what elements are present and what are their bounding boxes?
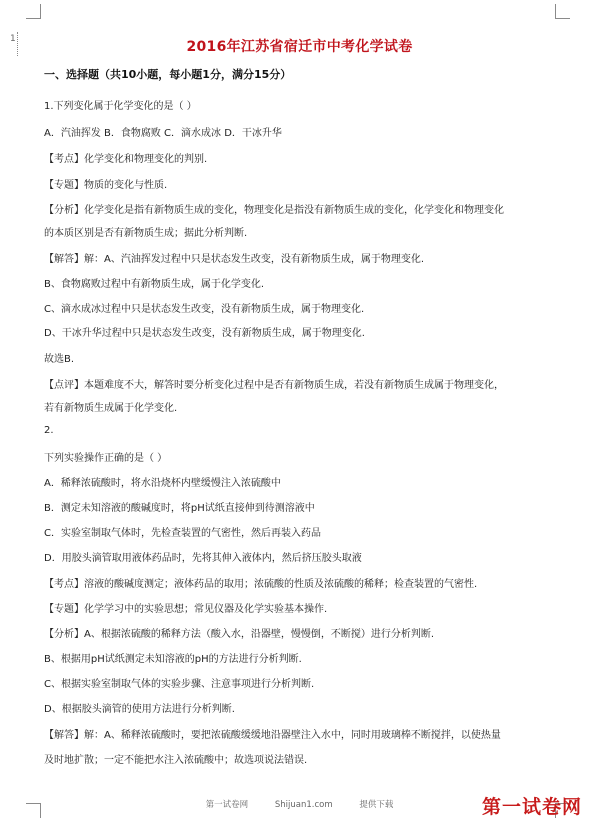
text-line: A．稀释浓硫酸时，将水沿烧杯内壁缓慢注入浓硫酸中	[44, 478, 281, 489]
page-corner-mark	[26, 4, 41, 19]
text-line: 【考点】化学变化和物理变化的判别.	[44, 154, 208, 165]
text-line: 故选B.	[44, 354, 75, 365]
text-line: 的本质区别是否有新物质生成；据此分析判断.	[44, 228, 248, 239]
text-line: 【分析】A、根据浓硫酸的稀释方法（酸入水，沿器壁，慢慢倒，不断搅）进行分析判断.	[44, 629, 435, 640]
text-line: 【专题】物质的变化与性质.	[44, 180, 168, 191]
text-line: 下列实验操作正确的是（ ）	[44, 453, 168, 464]
text-line: 2.	[44, 425, 54, 436]
text-line: D．用胶头滴管取用液体药品时，先将其伸入液体内，然后挤压胶头取液	[44, 553, 362, 564]
footer-center: Shijuan1.com	[274, 800, 333, 810]
text-line: C．实验室制取气体时，先检查装置的气密性，然后再装入药品	[44, 528, 321, 539]
text-line: 【解答】解：A、汽油挥发过程中只是状态发生改变，没有新物质生成，属于物理变化.	[44, 254, 425, 265]
text-line: D、干冰升华过程中只是状态发生改变，没有新物质生成，属于物理变化.	[44, 328, 365, 339]
ruler-number: 1	[10, 34, 16, 44]
footer-right: 提供下载	[359, 800, 394, 810]
text-line: C、根据实验室制取气体的实验步骤、注意事项进行分析判断.	[44, 679, 315, 690]
text-line: 若有新物质生成属于化学变化.	[44, 403, 178, 414]
page-title: 2016年江苏省宿迁市中考化学试卷	[186, 39, 413, 55]
text-line: B、根据用pH试纸测定未知溶液的pH的方法进行分析判断.	[44, 654, 302, 665]
text-line: C、滴水成冰过程中只是状态发生改变，没有新物质生成，属于物理变化.	[44, 304, 365, 315]
section-heading: 一、选择题（共10小题，每小题1分，满分15分）	[44, 68, 292, 81]
watermark-logo: 第一试卷网	[482, 796, 583, 818]
text-line: 【专题】化学学习中的实验思想；常见仪器及化学实验基本操作.	[44, 604, 328, 615]
text-line: B．测定未知溶液的酸碱度时，将pH试纸直接伸到待测溶液中	[44, 503, 315, 514]
text-line: 【点评】本题难度不大，解答时要分析变化过程中是否有新物质生成，若没有新物质生成属于物理变化，	[44, 380, 504, 391]
text-line: 及时地扩散；一定不能把水注入浓硫酸中；故选项说法错误.	[44, 755, 308, 766]
text-line: D、根据胶头滴管的使用方法进行分析判断.	[44, 704, 235, 715]
text-line: A．汽油挥发 B．食物腐败 C．滴水成冰 D．干冰升华	[44, 128, 282, 139]
text-line: B、食物腐败过程中有新物质生成，属于化学变化.	[44, 279, 265, 290]
text-line: 【解答】解：A、稀释浓硫酸时，要把浓硫酸缓缓地沿器壁注入水中，同时用玻璃棒不断搅拌，以使热量	[44, 730, 501, 741]
footer-left: 第一试卷网	[205, 800, 249, 810]
text-line: 【考点】溶液的酸碱度测定；液体药品的取用；浓硫酸的性质及浓硫酸的稀释；检查装置的气密性.	[44, 579, 478, 590]
text-line: 【分析】化学变化是指有新物质生成的变化，物理变化是指没有新物质生成的变化，化学变化和物理变化	[44, 205, 504, 216]
text-line: 1.下列变化属于化学变化的是（ ）	[44, 101, 197, 112]
page-corner-mark	[555, 4, 570, 19]
